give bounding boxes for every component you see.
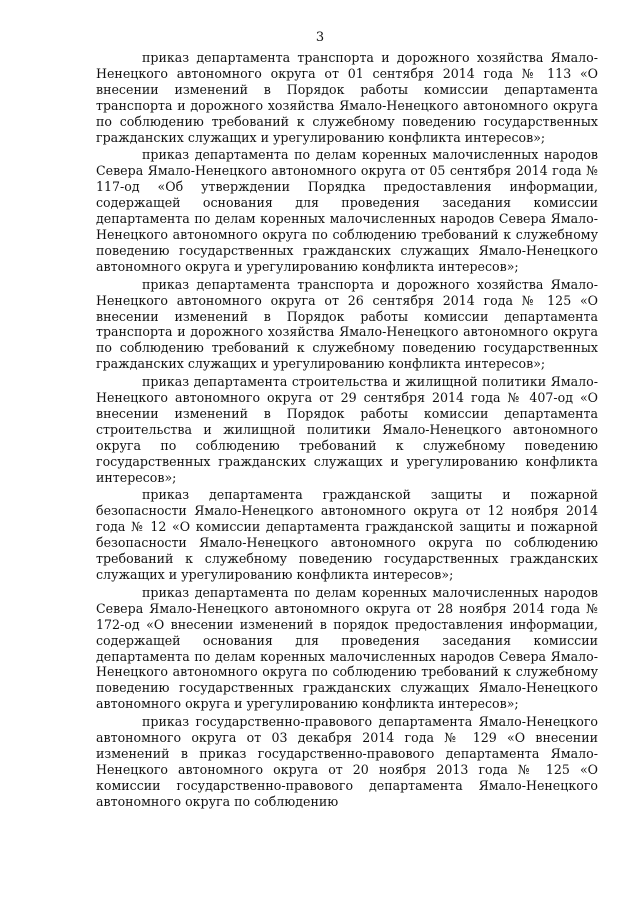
paragraph-order-117-od: приказ департамента по делам коренных малочисленных народов Севера Ямало-Ненецкого автономного округа от 05 сентября 2014 года № 117-од «Об утверждении Порядка предоставления информации, содержащей основания для проведения заседания комиссии департамента по делам коренных малочисленных народов Севера Ямало-Ненецкого автономного округа по соблюдению требований к служебному поведению государственных гражданских служащих Ямало-Ненецкого автономного округа и урегулированию конфликта интересов»; [96,147,598,274]
paragraph-order-407-od: приказ департамента строительства и жилищной политики Ямало-Ненецкого автономного округа от 29 сентября 2014 года № 407-од «О внесении изменений в Порядок работы комиссии департамента строительства и жилищной политики Ямало-Ненецкого автономного округа по соблюдению требований к служебному поведению государственных гражданских служащих и урегулированию конфликта интересов»; [96,374,598,485]
paragraph-order-12: приказ департамента гражданской защиты и пожарной безопасности Ямало-Ненецкого автономного округа от 12 ноября 2014 года № 12 «О комиссии департамента гражданской защиты и пожарной безопасности Ямало-Ненецкого автономного округа по соблюдению требований к служебному поведению государственных гражданских служащих и урегулированию конфликта интересов»; [96,487,598,582]
paragraph-order-129: приказ государственно-правового департамента Ямало-Ненецкого автономного округа от 03 декабря 2014 года № 129 «О внесении изменений в приказ государственно-правового департамента Ямало-Ненецкого автономного округа от 20 ноября 2013 года № 125 «О комиссии государственно-правового департамента Ямало-Ненецкого автономного округа по соблюдению [96,714,598,809]
document-body [96,50,598,812]
paragraph-order-172-od: приказ департамента по делам коренных малочисленных народов Севера Ямало-Ненецкого автономного округа от 28 ноября 2014 года № 172-од «О внесении изменений в порядок предоставления информации, содержащей основания для проведения заседания комиссии департамента по делам коренных малочисленных народов Севера Ямало-Ненецкого автономного округа по соблюдению требований к служебному поведению государственных гражданских служащих Ямало-Ненецкого автономного округа и урегулированию конфликта интересов»; [96,584,598,712]
paragraph-order-125: приказ департамента транспорта и дорожного хозяйства Ямало-Ненецкого автономного округа от 26 сентября 2014 года № 125 «О внесении изменений в Порядок работы комиссии департамента транспорта и дорожного хозяйства Ямало-Ненецкого автономного округа по соблюдению требований к служебному поведению государственных гражданских служащих и урегулированию конфликта интересов»; [96,276,598,372]
page-number: 3 [315,30,325,45]
paragraph-order-113: приказ департамента транспорта и дорожного хозяйства Ямало-Ненецкого автономного округа от 01 сентября 2014 года № 113 «О внесении изменений в Порядок работы комиссии департамента транспорта и дорожного хозяйства Ямало-Ненецкого автономного округа по соблюдению требований к служебному поведению государственных гражданских служащих и урегулированию конфликта интересов»; [96,50,598,145]
